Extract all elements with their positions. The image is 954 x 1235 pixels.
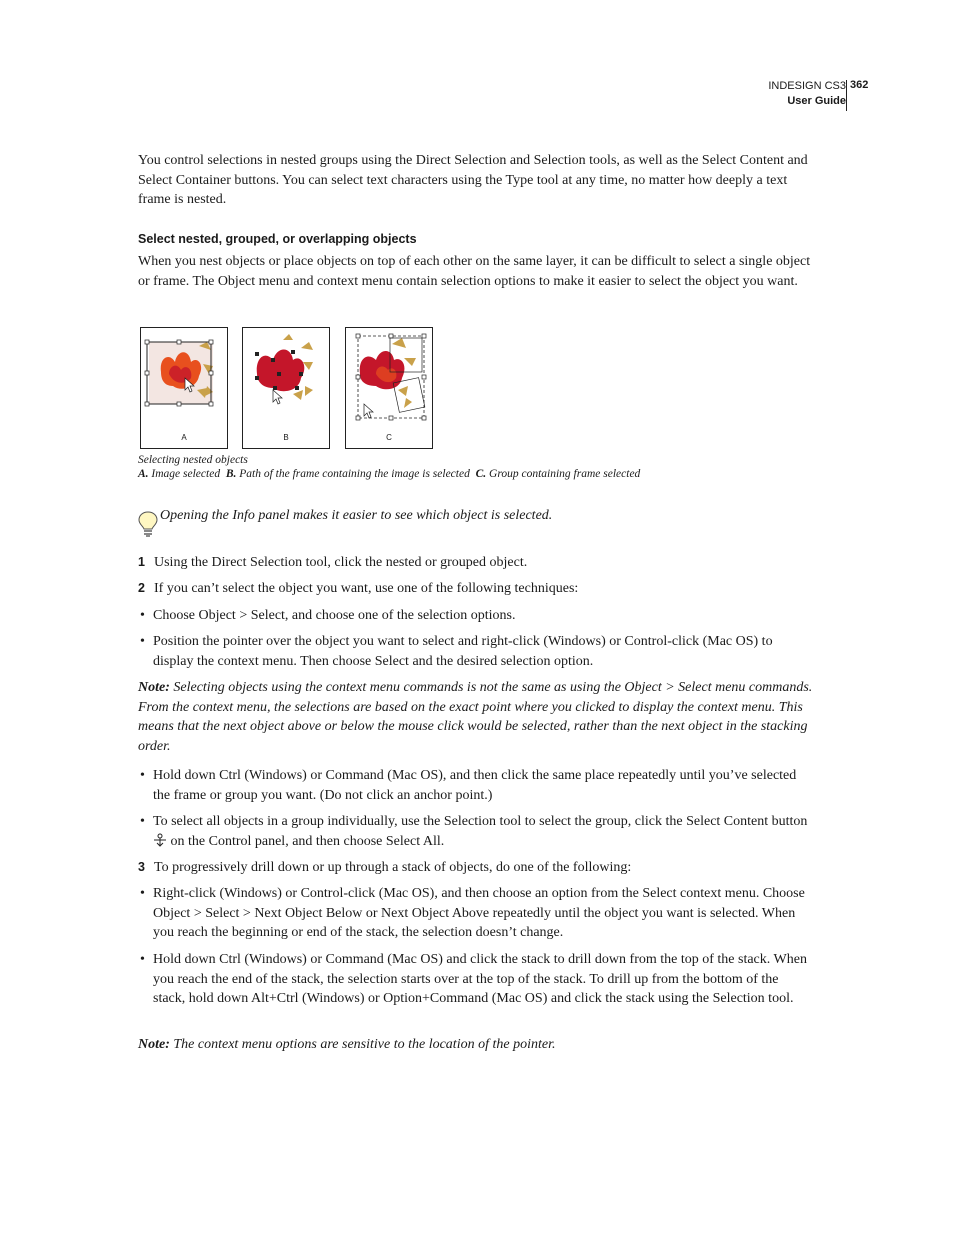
bullet-item [138, 884, 814, 943]
bullet-marker: • [140, 634, 145, 649]
step-3 [138, 858, 814, 878]
step-number: 1 [138, 555, 145, 569]
note-label: Note: [138, 680, 170, 695]
bullet-item [138, 950, 814, 1009]
caption-text-a: Image selected [148, 468, 226, 480]
bullet-item [138, 812, 814, 851]
step-text: If you can’t select the object you want, use one of the following techniques: [154, 581, 579, 596]
bullet-marker: • [140, 952, 145, 967]
bullet-text-part: To select all objects in a group individually, use the Selection tool to select the group, click the Select Content button [153, 814, 808, 829]
bullet-text: Hold down Ctrl (Windows) or Command (Mac OS) and click the stack to drill down from the top of the stack. When you reach the end of the stack, the selection starts over at the top of the stack. To drill up from the bottom of the stack, hold down Alt+Ctrl (Windows) or Option+Command (Mac OS) and click the stack using the Selection tool. [153, 952, 807, 1007]
tip-text: Opening the Info panel makes it easier to see which object is selected. [160, 508, 553, 523]
caption-key-c: C. [475, 468, 487, 480]
step-number: 3 [138, 860, 145, 874]
step-text: Using the Direct Selection tool, click the nested or grouped object. [154, 555, 528, 570]
bullet-text: Choose Object > Select, and choose one of the selection options. [153, 608, 516, 623]
caption-text-b: Path of the frame containing the image is selected [236, 468, 476, 480]
nested-objects-illustration-a [141, 328, 227, 448]
bullet-marker: • [140, 886, 145, 901]
nested-objects-illustration-b [243, 328, 329, 448]
note-text: The context menu options are sensitive to the location of the pointer. [169, 1037, 556, 1052]
caption-text-c: Group containing frame selected [486, 468, 641, 480]
figure-panel-c [345, 327, 433, 449]
caption-key-a: A. [138, 468, 149, 480]
bullet-text: Position the pointer over the object you want to select and right-click (Windows) or Control-click (Mac OS) to display the context menu. Then choose Select and the desired selection option. [153, 634, 773, 669]
lightbulb-icon [138, 510, 158, 538]
page-number: 362 [850, 79, 869, 91]
bullet-item [138, 766, 814, 805]
header-guide: User Guide [787, 95, 846, 107]
bullet-item [138, 632, 814, 671]
step-text: To progressively drill down or up through a stack of objects, do one of the following: [154, 860, 632, 875]
bullet-item [138, 606, 814, 626]
step-number: 2 [138, 581, 145, 595]
select-content-icon [153, 833, 167, 847]
header-product: INDESIGN CS3 [768, 80, 846, 92]
bullet-marker: • [140, 768, 145, 783]
figure-caption [138, 453, 640, 481]
caption-key-b: B. [225, 468, 237, 480]
note-text: Selecting objects using the context menu commands is not the same as using the Object > Select menu commands. From the context menu, the selections are based on the exact point where you clicked to display the context menu. This means that the next object above or below the mouse click would be selected, rather than the next object in the stacking order. [138, 680, 813, 754]
figure-panel-a [140, 327, 228, 449]
intro-paragraph: You control selections in nested groups using the Direct Selection and Selection tools, as well as the Select Content and Select Container buttons. You can select text characters using the Type tool at any time, no matter how deeply a text frame is nested. [138, 153, 808, 208]
figure-label-a: A [181, 433, 187, 442]
bullet-text [153, 812, 814, 851]
figure-label-c: C [386, 433, 392, 442]
bullet-marker: • [140, 814, 145, 829]
bullet-text: Right-click (Windows) or Control-click (Mac OS), and then choose an option from the Select context menu. Choose Object > Select > Next Object Below or Next Object Above repeatedly until the object you want is selected. When you reach the beginning or end of the stack, the selection doesn’t change. [153, 886, 805, 941]
note-label: Note: [138, 1037, 170, 1052]
running-header [768, 79, 846, 109]
section-heading: Select nested, grouped, or overlapping objects [138, 232, 417, 246]
bullet-text: Hold down Ctrl (Windows) or Command (Mac OS), and then click the same place repeatedly until you’ve selected the frame or group you want. (Do not click an anchor point.) [153, 768, 797, 803]
step-1 [138, 553, 814, 573]
section-paragraph: When you nest objects or place objects on top of each other on the same layer, it can be difficult to select a single object or frame. The Object menu and context menu contain selection options to make it easier to select the object you want. [138, 254, 811, 289]
caption-title: Selecting nested objects [138, 454, 248, 466]
caption-legend [138, 467, 640, 481]
note-pointer-location [138, 1035, 814, 1055]
figure-panel-b [242, 327, 330, 449]
step-2 [138, 579, 814, 599]
bullet-marker: • [140, 608, 145, 623]
note-context-menu [138, 678, 814, 756]
figure-label-b: B [283, 433, 289, 442]
bullet-text-part: on the Control panel, and then choose Select All. [167, 833, 445, 849]
header-divider [846, 80, 847, 111]
nested-objects-illustration-c [346, 328, 432, 448]
